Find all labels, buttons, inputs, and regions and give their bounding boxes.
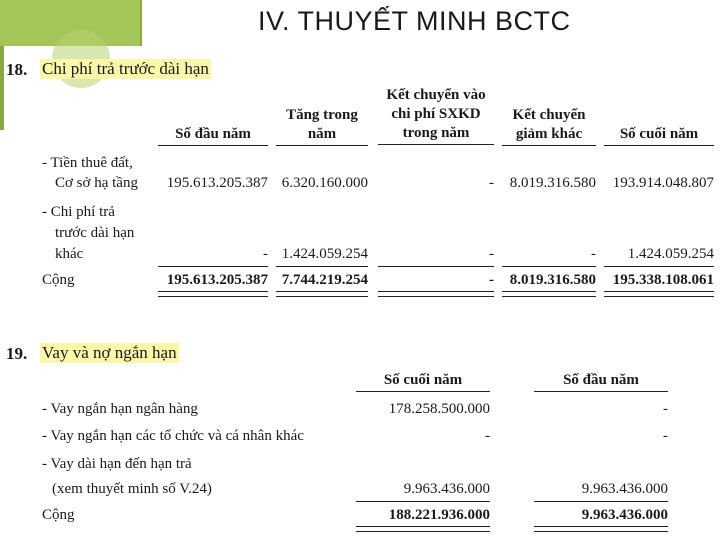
header-closing-balance-19: Số cuối năm — [356, 371, 490, 392]
table-cell: - — [489, 246, 494, 262]
total-double-line — [276, 291, 368, 297]
header-opening-balance: Số đầu năm — [158, 125, 268, 146]
total-double-line — [378, 291, 494, 297]
header-closing-balance: Số cuối năm — [604, 125, 714, 146]
subtotal-line — [158, 266, 268, 267]
total-label: Cộng — [42, 272, 75, 288]
table-cell: - — [663, 401, 668, 417]
subtotal-line — [502, 266, 596, 267]
table-cell: 178.258.500.000 — [388, 401, 490, 417]
subtotal-line — [604, 266, 714, 267]
header-increase: Tăng trong năm — [276, 106, 368, 146]
total-cell: 195.338.108.061 — [612, 272, 714, 288]
header-opening-balance-19: Số đầu năm — [534, 371, 668, 392]
total-cell: 9.963.436.000 — [581, 507, 668, 523]
table-cell: 8.019.316.580 — [509, 175, 596, 191]
row-label: - Vay dài hạn đến hạn trả — [42, 456, 192, 472]
row-label: - Vay ngắn hạn ngân hàng — [42, 401, 198, 417]
table-cell: 195.613.205.387 — [166, 175, 268, 191]
total-double-line — [158, 291, 268, 297]
total-double-line — [604, 291, 714, 297]
subtotal-line — [356, 501, 490, 502]
total-cell: 8.019.316.580 — [509, 272, 596, 288]
total-cell: - — [489, 272, 494, 288]
table-cell: - — [489, 175, 494, 191]
subtotal-line — [378, 266, 494, 267]
table-cell: 6.320.160.000 — [281, 175, 368, 191]
subtotal-line — [276, 266, 368, 267]
total-label: Cộng — [42, 507, 75, 523]
row-label: (xem thuyết minh số V.24) — [52, 481, 212, 497]
decorative-divider — [140, 0, 142, 46]
total-double-line — [356, 526, 490, 532]
table-cell: 1.424.059.254 — [281, 246, 368, 262]
row-label: - Vay ngắn hạn các tổ chức và cá nhân khác — [42, 428, 304, 444]
table-cell: - — [591, 246, 596, 262]
page-title: IV. THUYẾT MINH BCTC — [258, 6, 571, 36]
total-cell: 188.221.936.000 — [388, 507, 490, 523]
total-double-line — [534, 526, 668, 532]
section-18-title: Chi phí trả trước dài hạn — [42, 59, 209, 78]
row-label: trước dài hạn — [55, 225, 135, 241]
total-cell: 195.613.205.387 — [166, 272, 268, 288]
section-19-title: Vay và nợ ngắn hạn — [42, 343, 177, 362]
table-cell: - — [263, 246, 268, 262]
section-18-number: 18. — [6, 60, 28, 79]
row-label: - Chi phí trả — [42, 204, 115, 220]
table-cell: 193.914.048.807 — [612, 175, 714, 191]
subtotal-line — [534, 501, 668, 502]
header-other-decrease: Kết chuyển giảm khác — [502, 106, 596, 146]
decorative-side-stroke — [0, 46, 4, 130]
row-label: Cơ sở hạ tầng — [55, 175, 138, 191]
table-cell: 1.424.059.254 — [627, 246, 714, 262]
section-19-number: 19. — [6, 344, 28, 363]
table-cell: - — [663, 428, 668, 444]
total-double-line — [502, 291, 596, 297]
total-cell: 7.744.219.254 — [281, 272, 368, 288]
table-cell: 9.963.436.000 — [403, 481, 490, 497]
header-transfer-expense: Kết chuyển vào chi phí SXKD trong năm — [378, 86, 494, 145]
row-label: - Tiền thuê đất, — [42, 155, 133, 171]
table-cell: - — [485, 428, 490, 444]
row-label: khác — [55, 246, 84, 262]
table-cell: 9.963.436.000 — [581, 481, 668, 497]
